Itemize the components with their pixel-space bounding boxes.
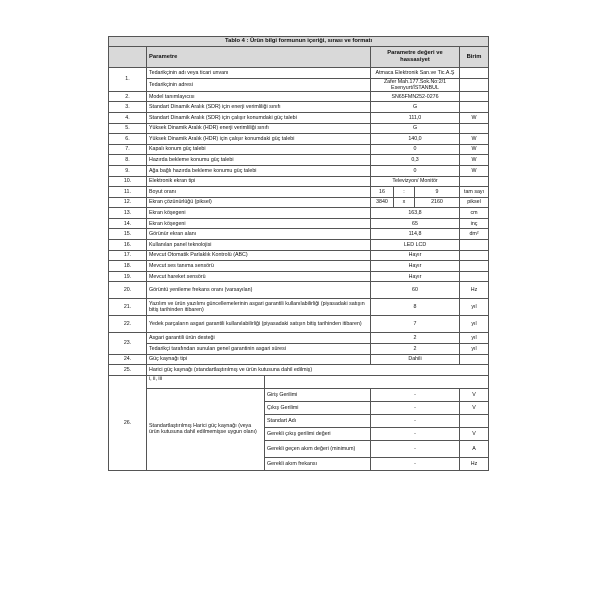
row-value: LED LCD xyxy=(371,240,460,251)
row-value-separator: x xyxy=(394,197,415,208)
sub-parameter: Gerekli akım frekansı xyxy=(265,457,371,470)
row-value: 2 xyxy=(371,333,460,344)
table-row xyxy=(109,68,489,79)
table-row xyxy=(109,229,489,240)
row-value: 111,0 xyxy=(371,112,460,123)
row-number: 26. xyxy=(109,375,147,470)
row-parameter: Kullanılan panel teknolojisi xyxy=(147,240,371,251)
row-number: 20. xyxy=(109,282,147,299)
row-parameter: Harici güç kaynağı (standartlaştırılmış ve ürün kutusuna dahil edilmiş) xyxy=(147,365,489,376)
sub-value: - xyxy=(371,440,460,457)
row-parameter: Görünür ekran alanı xyxy=(147,229,371,240)
row-unit xyxy=(460,240,489,251)
row-number: 10. xyxy=(109,176,147,187)
row-unit: yıl xyxy=(460,299,489,316)
row-value: Dahili xyxy=(371,354,460,365)
table-row xyxy=(109,271,489,282)
row-roman-numerals: i, ii, iii xyxy=(147,375,265,388)
row-value: 8 xyxy=(371,299,460,316)
row-value: 7 xyxy=(371,316,460,333)
sub-parameter: Giriş Gerilimi xyxy=(265,388,371,401)
row-value-first: 3840 xyxy=(371,197,394,208)
sub-value: - xyxy=(371,427,460,440)
table-row xyxy=(109,261,489,272)
table-row xyxy=(109,208,489,219)
row-parameter: Yazılım ve ürün yazılımı güncellemelerinin asgari garantili kullanılabilirliği (piyasadaki satışın bitiş tarihinden itibaren) xyxy=(147,299,371,316)
row-value: 65 xyxy=(371,218,460,229)
row-number: 25. xyxy=(109,365,147,376)
row-parameter: Mevcut hareket sensörü xyxy=(147,271,371,282)
row-value: 140,0 xyxy=(371,134,460,145)
table-row xyxy=(109,218,489,229)
sub-value: - xyxy=(371,457,460,470)
row-value: G xyxy=(371,102,460,113)
row-parameter: Asgari garantili ürün desteği xyxy=(147,333,371,344)
empty-cell xyxy=(265,375,489,388)
row-unit: yıl xyxy=(460,333,489,344)
table-row xyxy=(109,299,489,316)
row-number: 14. xyxy=(109,218,147,229)
table-row xyxy=(109,155,489,166)
sub-unit: V xyxy=(460,388,489,401)
table-row xyxy=(109,365,489,376)
row-value: 60 xyxy=(371,282,460,299)
row-value: SN65FMN252-0276 xyxy=(371,91,460,102)
table-row xyxy=(109,282,489,299)
row-number: 13. xyxy=(109,208,147,219)
sub-value: - xyxy=(371,401,460,414)
row-parameter: Güç kaynağı tipi xyxy=(147,354,371,365)
row-number: 23. xyxy=(109,333,147,354)
row-number: 12. xyxy=(109,197,147,208)
row-number: 1. xyxy=(109,68,147,92)
row-value: 114,8 xyxy=(371,229,460,240)
table-row xyxy=(109,134,489,145)
row-parameter: Hazırda bekleme konumu güç talebi xyxy=(147,155,371,166)
row-unit: inç xyxy=(460,218,489,229)
table-row xyxy=(109,316,489,333)
row-parameter: Standart Dinamik Aralık (SDR) için çalışır konumdaki güç talebi xyxy=(147,112,371,123)
row-parameter: Standartlaştırılmış Harici güç kaynağı (veya ürün kutusuna dahil edilmemişse uygun olanı) xyxy=(147,388,265,470)
row-number: 16. xyxy=(109,240,147,251)
table-row xyxy=(109,165,489,176)
sub-unit xyxy=(460,414,489,427)
row-parameter: Yüksek Dinamik Aralık (HDR) için çalışır konumdaki güç talebi xyxy=(147,134,371,145)
row-number: 19. xyxy=(109,271,147,282)
sub-parameter: Gerekli geçen akım değeri (minimum) xyxy=(265,440,371,457)
row-parameter: Görüntü yenileme frekans oranı (varsayılan) xyxy=(147,282,371,299)
row-value-separator: : xyxy=(394,187,415,198)
row-value: Hayır xyxy=(371,250,460,261)
sub-unit: V xyxy=(460,401,489,414)
row-number: 6. xyxy=(109,134,147,145)
table-row xyxy=(109,354,489,365)
row-value: 2 xyxy=(371,344,460,355)
row-parameter: Tedarikçinin adresi xyxy=(147,78,371,91)
row-unit xyxy=(460,123,489,134)
row-value: Hayır xyxy=(371,271,460,282)
row-unit: W xyxy=(460,134,489,145)
table-row xyxy=(109,344,489,355)
row-unit: Hz xyxy=(460,282,489,299)
row-number: 4. xyxy=(109,112,147,123)
row-number: 15. xyxy=(109,229,147,240)
row-unit: yıl xyxy=(460,344,489,355)
row-unit xyxy=(460,354,489,365)
row-unit xyxy=(460,78,489,91)
row-value-first: 16 xyxy=(371,187,394,198)
row-value: 0 xyxy=(371,165,460,176)
row-unit xyxy=(460,261,489,272)
row-value: Atmaca Elektronik San.ve Tic.A.Ş xyxy=(371,68,460,79)
row-value-second: 2160 xyxy=(415,197,460,208)
row-unit xyxy=(460,250,489,261)
row-unit: cm xyxy=(460,208,489,219)
row-unit: W xyxy=(460,144,489,155)
row-unit: yıl xyxy=(460,316,489,333)
table-title: Tablo 4 : Ürün bilgi formunun içeriği, sırası ve formatı xyxy=(109,37,489,47)
row-unit: W xyxy=(460,155,489,166)
row-number: 2. xyxy=(109,91,147,102)
table-row xyxy=(109,102,489,113)
row-parameter: Standart Dinamik Aralık (SDR) için enerji verimliliği sınıfı xyxy=(147,102,371,113)
row-value-second: 9 xyxy=(415,187,460,198)
sub-unit: V xyxy=(460,427,489,440)
sub-parameter: Çıkış Gerilimi xyxy=(265,401,371,414)
header-unit: Birim xyxy=(460,47,489,68)
row-number: 5. xyxy=(109,123,147,134)
row-parameter: Kapalı konum güç talebi xyxy=(147,144,371,155)
table-row xyxy=(109,91,489,102)
row-parameter: Ağa bağlı hazırda bekleme konumu güç talebi xyxy=(147,165,371,176)
row-parameter: Ekran köşegeni xyxy=(147,218,371,229)
table-row xyxy=(109,388,489,401)
row-unit xyxy=(460,68,489,79)
row-value: Zafer Mah.177.Sok.No:2/1 Esenyurt/İSTANBUL xyxy=(371,78,460,91)
row-parameter: Yüksek Dinamik Aralık (HDR) enerji verimliliği sınıfı xyxy=(147,123,371,134)
row-parameter: Mevcut ses tanıma sensörü xyxy=(147,261,371,272)
row-value: 163,8 xyxy=(371,208,460,219)
header-value: Parametre değeri ve hassasiyet xyxy=(371,47,460,68)
table-row xyxy=(109,176,489,187)
sub-value: - xyxy=(371,388,460,401)
row-number: 24. xyxy=(109,354,147,365)
row-parameter: Yedek parçaların asgari garantili kullanılabilirliği (piyasadaki satışın bitiş tarihinden itibaren) xyxy=(147,316,371,333)
sub-unit: Hz xyxy=(460,457,489,470)
table-row xyxy=(109,112,489,123)
table-row xyxy=(109,187,489,198)
row-unit: dm² xyxy=(460,229,489,240)
table-row xyxy=(109,123,489,134)
row-parameter: Ekran çözünürlüğü (piksel) xyxy=(147,197,371,208)
row-number: 11. xyxy=(109,187,147,198)
table-row xyxy=(109,250,489,261)
row-number: 22. xyxy=(109,316,147,333)
row-unit xyxy=(460,102,489,113)
row-parameter: Boyut oranı xyxy=(147,187,371,198)
row-value: G xyxy=(371,123,460,134)
row-unit xyxy=(460,271,489,282)
header-parameter: Parametre xyxy=(147,47,371,68)
row-number: 9. xyxy=(109,165,147,176)
row-parameter: Mevcut Otomatik Parlaklık Kontrolü (ABC) xyxy=(147,250,371,261)
sub-value: - xyxy=(371,414,460,427)
row-number: 17. xyxy=(109,250,147,261)
row-unit: piksel xyxy=(460,197,489,208)
row-unit: W xyxy=(460,165,489,176)
table-row xyxy=(109,240,489,251)
table-row xyxy=(109,197,489,208)
row-parameter: Ekran köşegeni xyxy=(147,208,371,219)
row-value: 0 xyxy=(371,144,460,155)
row-value: Hayır xyxy=(371,261,460,272)
row-parameter: Tedarikçi tarafından sunulan genel garantinin asgari süresi xyxy=(147,344,371,355)
row-number: 3. xyxy=(109,102,147,113)
row-number: 18. xyxy=(109,261,147,272)
row-parameter: Tedarikçinin adı veya ticari unvanı xyxy=(147,68,371,79)
row-unit: tam sayı xyxy=(460,187,489,198)
table-row xyxy=(109,78,489,91)
sub-unit: A xyxy=(460,440,489,457)
table-row xyxy=(109,333,489,344)
row-number: 7. xyxy=(109,144,147,155)
table-row xyxy=(109,144,489,155)
table-row xyxy=(109,375,489,388)
row-number: 21. xyxy=(109,299,147,316)
row-parameter: Model tanımlayıcısı xyxy=(147,91,371,102)
row-number: 8. xyxy=(109,155,147,166)
row-value: 0,3 xyxy=(371,155,460,166)
row-unit xyxy=(460,176,489,187)
row-unit xyxy=(460,91,489,102)
product-info-table xyxy=(108,36,489,471)
sub-parameter: Standart Adı xyxy=(265,414,371,427)
header-number xyxy=(109,47,147,68)
row-value: Televizyon/ Monitör xyxy=(371,176,460,187)
row-unit: W xyxy=(460,112,489,123)
sub-parameter: Gerekli çıkış gerilimi değeri xyxy=(265,427,371,440)
row-parameter: Elektronik ekran tipi xyxy=(147,176,371,187)
